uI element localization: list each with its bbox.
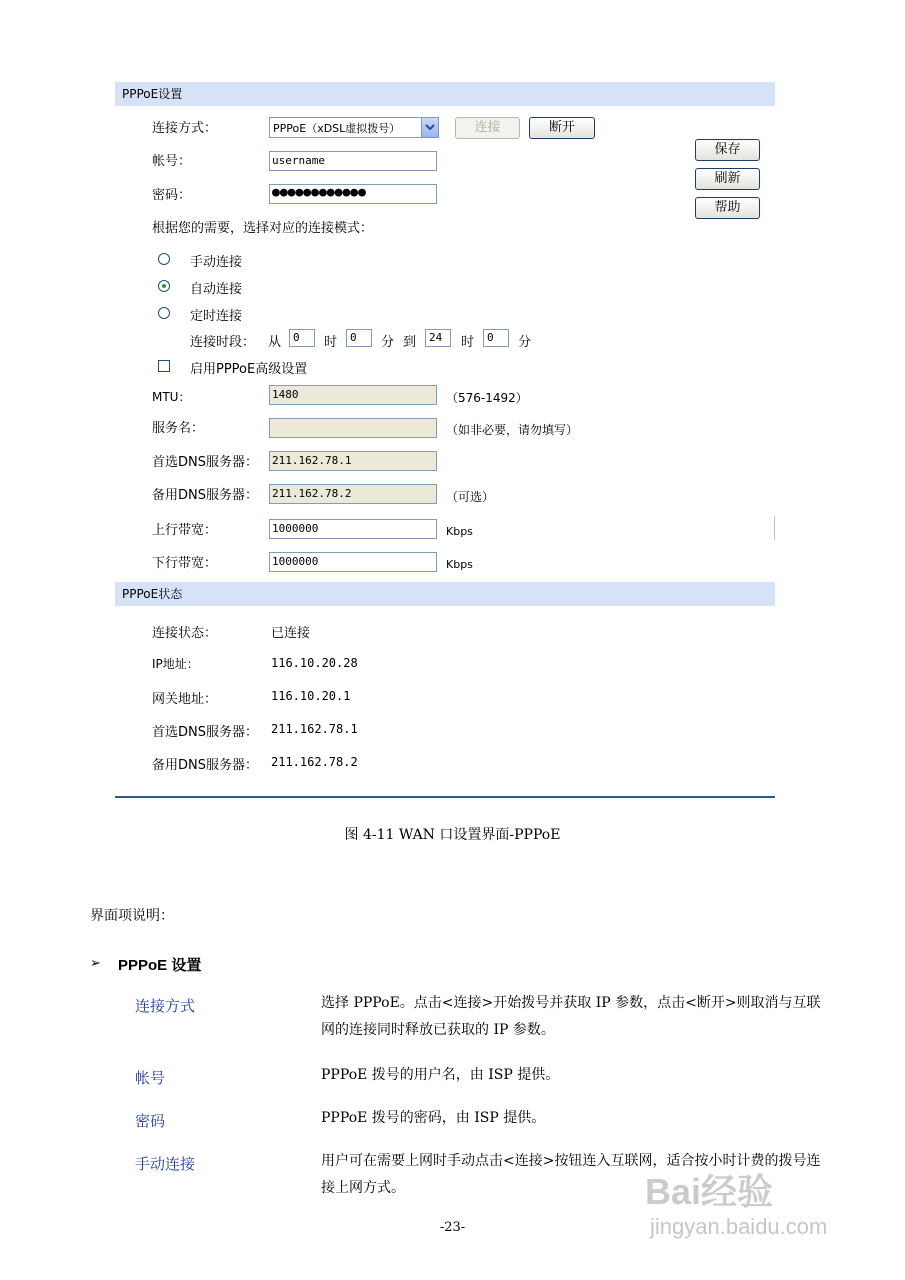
watermark-url: jingyan.baidu.com — [650, 1214, 828, 1239]
connect-button[interactable]: 连接 — [455, 117, 520, 139]
desc-term-password: 密码 — [135, 1112, 166, 1130]
desc-text-password: PPPoE 拨号的密码，由 ISP 提供。 — [321, 1110, 546, 1126]
desc-text-connection: 选择 PPPoE。点击<连接>开始拨号并获取 IP 参数，点击<断开>则取消与互联网的连接同时释放已获取的 IP 参数。 — [321, 995, 821, 1038]
desc-term-connection: 连接方式 — [135, 997, 196, 1015]
mtu-note: （576-1492） — [446, 391, 528, 405]
status-dns2-label: 备用DNS服务器： — [152, 758, 258, 773]
period-label: 连接时段： — [190, 335, 256, 350]
from-label: 从 — [268, 335, 282, 350]
dns1-label: 首选DNS服务器： — [152, 455, 258, 470]
status-dns1-label: 首选DNS服务器： — [152, 725, 258, 740]
service-note: （如非必要，请勿填写） — [446, 423, 579, 437]
pppoe-settings-header: PPPoE设置 — [115, 82, 775, 106]
pppoe-status-header: PPPoE状态 — [115, 582, 775, 606]
watermark-logo: Bai经验 — [645, 1171, 774, 1212]
status-dns2-value: 211.162.78.2 — [271, 755, 358, 769]
scroll-edge-line — [774, 516, 775, 540]
mode-timed-radio[interactable] — [158, 307, 170, 319]
to-hour-input[interactable]: 24 — [425, 329, 451, 347]
dns2-note: （可选） — [446, 490, 495, 504]
status-state-label: 连接状态： — [152, 626, 218, 641]
status-ip-value: 116.10.20.28 — [271, 656, 358, 670]
upload-bandwidth-input[interactable]: 1000000 — [269, 519, 437, 539]
desc-text-account: PPPoE 拨号的用户名，由 ISP 提供。 — [321, 1067, 560, 1083]
min-label-2: 分 — [518, 335, 532, 350]
account-input[interactable]: username — [269, 151, 437, 171]
dns2-label: 备用DNS服务器： — [152, 488, 258, 503]
refresh-button[interactable]: 刷新 — [695, 168, 760, 190]
service-label: 服务名： — [152, 421, 205, 436]
desc-text-manual: 用户可在需要上网时手动点击<连接>按钮连入互联网，适合按小时计费的拨号连接上网方式。 — [321, 1153, 821, 1196]
dns2-input[interactable]: 211.162.78.2 — [269, 484, 437, 504]
figure-caption: 图 4-11 WAN 口设置界面-PPPoE — [344, 827, 561, 843]
help-button[interactable]: 帮助 — [695, 197, 760, 219]
to-min-input[interactable]: 0 — [483, 329, 509, 347]
bullet-icon: ➢ — [90, 956, 101, 971]
download-unit: Kbps — [446, 558, 473, 571]
mtu-input[interactable]: 1480 — [269, 385, 437, 405]
mtu-label: MTU： — [152, 390, 191, 404]
panel-bottom-rule — [115, 796, 775, 798]
hour-label-1: 时 — [324, 335, 338, 350]
advanced-checkbox[interactable] — [158, 360, 170, 372]
desc-term-account: 帐号 — [135, 1069, 166, 1087]
connection-type-label: 连接方式： — [152, 121, 218, 136]
dns1-input[interactable]: 211.162.78.1 — [269, 451, 437, 471]
password-label: 密码： — [152, 188, 192, 203]
download-bandwidth-input[interactable]: 1000000 — [269, 552, 437, 572]
download-bandwidth-label: 下行带宽： — [152, 556, 218, 571]
mode-auto-radio[interactable] — [158, 280, 170, 292]
account-label: 帐号： — [152, 154, 192, 169]
advanced-label: 启用PPPoE高级设置 — [190, 362, 308, 377]
to-label: 到 — [403, 335, 417, 350]
service-input[interactable] — [269, 418, 437, 438]
upload-bandwidth-label: 上行带宽： — [152, 523, 218, 538]
status-gateway-label: 网关地址： — [152, 692, 218, 707]
hour-label-2: 时 — [461, 335, 475, 350]
connection-type-value: PPPoE（xDSL虚拟拨号） — [273, 122, 401, 135]
save-button[interactable]: 保存 — [695, 139, 760, 161]
desc-term-manual: 手动连接 — [135, 1155, 196, 1173]
mode-manual-label: 手动连接 — [190, 255, 243, 270]
disconnect-button[interactable]: 断开 — [529, 117, 595, 139]
upload-unit: Kbps — [446, 525, 473, 538]
min-label-1: 分 — [381, 335, 395, 350]
mode-manual-radio[interactable] — [158, 253, 170, 265]
mode-prompt: 根据您的需要，选择对应的连接模式： — [152, 221, 374, 236]
mode-timed-label: 定时连接 — [190, 309, 243, 324]
page-number: -23- — [439, 1220, 466, 1235]
status-gateway-value: 116.10.20.1 — [271, 689, 351, 703]
section-heading: PPPoE 设置 — [118, 957, 202, 974]
password-input[interactable]: ●●●●●●●●●●●● — [269, 184, 437, 204]
chevron-down-icon[interactable] — [421, 118, 438, 137]
mode-auto-label: 自动连接 — [190, 282, 243, 297]
status-dns1-value: 211.162.78.1 — [271, 722, 358, 736]
status-ip-label: IP地址： — [152, 657, 199, 671]
from-min-input[interactable]: 0 — [346, 329, 372, 347]
from-hour-input[interactable]: 0 — [289, 329, 315, 347]
connection-type-select[interactable] — [269, 117, 439, 138]
intro-text: 界面项说明： — [90, 908, 174, 924]
status-state-value: 已连接 — [271, 626, 311, 641]
